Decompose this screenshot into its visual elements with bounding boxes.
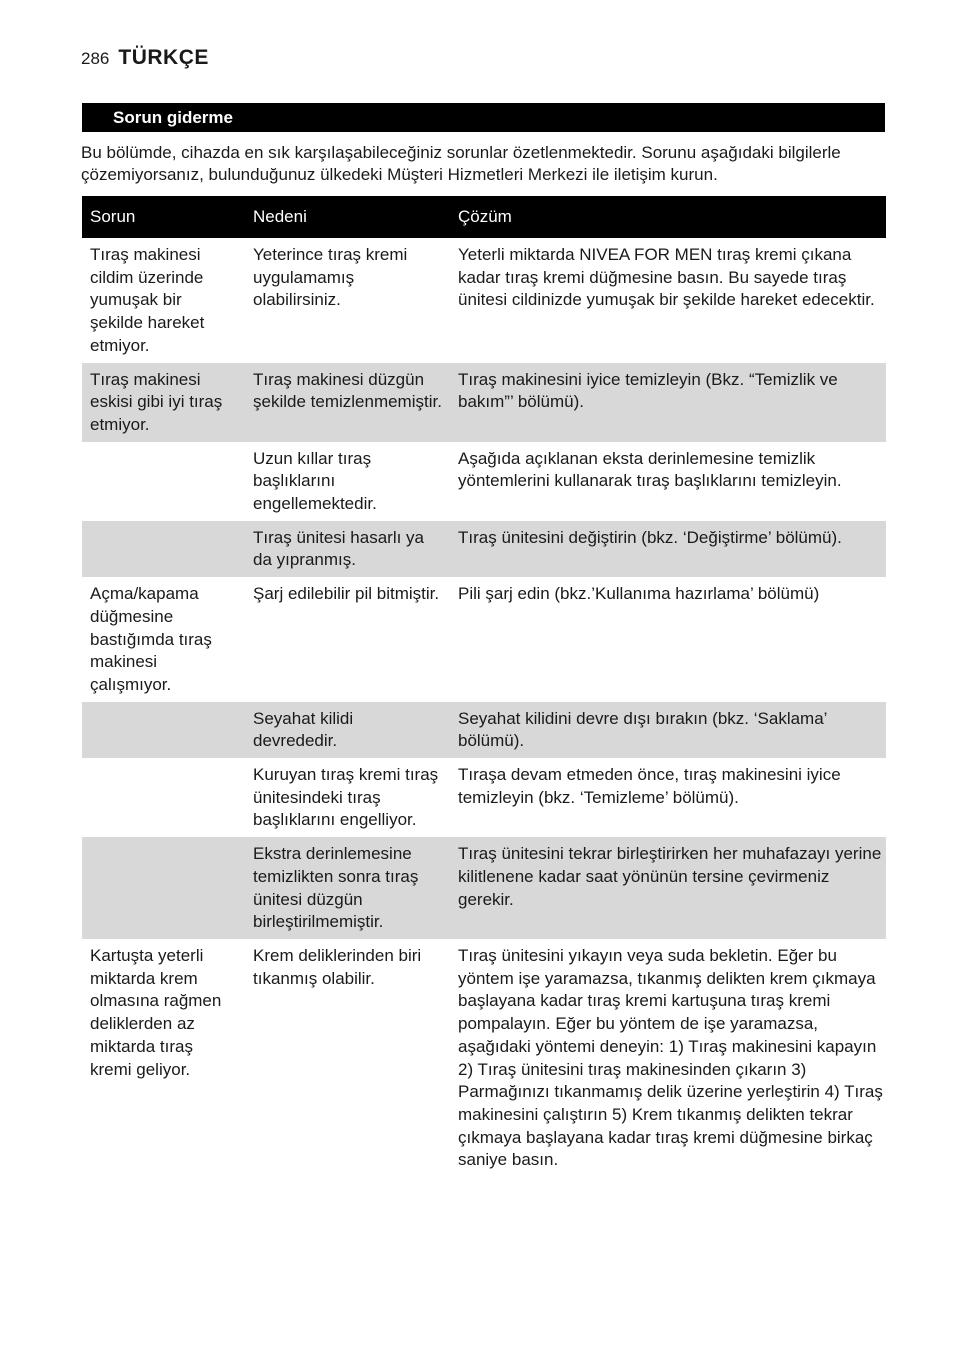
cell-nedeni: Uzun kıllar tıraş başlıklarını engellemektedir. xyxy=(253,448,377,514)
table-row xyxy=(82,939,886,1177)
cell-cozum: Tıraş ünitesini tekrar birleştirirken her muhafazayı yerine kilitlenene kadar saat yönünün tersine çevirmeniz gerekir. xyxy=(450,837,886,939)
cell-nedeni: Tıraş ünitesi hasarlı ya da yıpranmış. xyxy=(245,521,450,577)
table-row xyxy=(82,521,886,577)
cell-nedeni: Şarj edilebilir pil bitmiştir. xyxy=(253,584,440,604)
section-title: Sorun giderme xyxy=(113,108,233,127)
section-header-bar xyxy=(82,103,885,132)
table-row xyxy=(82,758,886,837)
cell-cozum: Pili şarj edin (bkz.’Kullanıma hazırlama’ bölümü) xyxy=(458,584,820,604)
troubleshooting-table xyxy=(82,196,886,1177)
page-number: 286 xyxy=(81,49,110,68)
table-row xyxy=(82,363,886,442)
intro-paragraph: Bu bölümde, cihazda en sık karşılaşabileceğiniz sorunlar özetlenmektedir. Sorunu aşağıdaki bilgilerle çözemiyorsanız, bulunduğunuz ülkedeki Müşteri Hizmetleri Merkezi ile iletişim kurun. xyxy=(81,143,841,184)
cell-cozum: Aşağıda açıklanan eksta derinlemesine temizlik yöntemlerini kullanarak tıraş başlıklarını temizleyin. xyxy=(458,448,842,491)
cell-cozum: Tıraş makinesini iyice temizleyin (Bkz. “Temizlik ve bakım”’ bölümü). xyxy=(450,363,886,442)
column-header-sorun: Sorun xyxy=(82,196,245,238)
cell-nedeni: Ekstra derinlemesine temizlikten sonra tıraş ünitesi düzgün birleştirilmemiştir. xyxy=(245,837,450,939)
cell-nedeni: Yeterince tıraş kremi uygulamamış olabilirsiniz. xyxy=(253,245,408,310)
table-row xyxy=(82,702,886,758)
cell-cozum: Tıraş ünitesini yıkayın veya suda bekletin. Eğer bu yöntem işe yaramazsa, tıkanmış delikten krem çıkmaya başlayana kadar tıraş kremi kartuşuna tıraş kremi pompalayın. Eğer bu yöntem de işe yaramazsa, aşağıdaki yöntemi deneyin: 1) Tıraş makinesini kapayın 2) Tıraş ünitesini tıraş makinesinden çıkarın 3) Parmağınızı tıkanmamış delik üzerine yerleştirin 4) Tıraş makinesini çalıştırın 5) Krem tıkanmış delikten tekrar çıkmaya başlayana kadar tıraş kremi düğmesine birkaç saniye basın. xyxy=(458,945,883,1170)
cell-cozum: Tıraş ünitesini değiştirin (bkz. ‘Değiştirme’ bölümü). xyxy=(450,521,886,577)
cell-cozum: Yeterli miktarda NIVEA FOR MEN tıraş kremi çıkana kadar tıraş kremi düğmesine basın. Bu sayede tıraş ünitesi cildinizde yumuşak bir şekilde hareket edecektir. xyxy=(458,245,875,310)
cell-sorun: Tıraş makinesi cildim üzerinde yumuşak bir şekilde hareket etmiyor. xyxy=(90,245,205,355)
cell-nedeni: Krem deliklerinden biri tıkanmış olabilir. xyxy=(253,945,422,988)
cell-sorun: Açma/kapama düğmesine bastığımda tıraş makinesi çalışmıyor. xyxy=(90,584,212,694)
page-header xyxy=(81,46,209,70)
cell-nedeni: Seyahat kilidi devrededir. xyxy=(245,702,450,758)
cell-sorun xyxy=(82,837,245,939)
cell-nedeni: Tıraş makinesi düzgün şekilde temizlenmemiştir. xyxy=(245,363,450,442)
column-header-nedeni: Nedeni xyxy=(245,196,450,238)
cell-sorun xyxy=(82,702,245,758)
cell-nedeni: Kuruyan tıraş kremi tıraş ünitesindeki tıraş başlıklarını engelliyor. xyxy=(253,765,439,830)
table-header-row xyxy=(82,196,886,238)
column-header-cozum: Çözüm xyxy=(450,196,886,238)
cell-sorun: Kartuşta yeterli miktarda krem olmasına rağmen deliklerden az miktarda tıraş kremi geliyor. xyxy=(90,945,222,1079)
cell-sorun: Tıraş makinesi eskisi gibi iyi tıraş etmiyor. xyxy=(82,363,245,442)
cell-cozum: Tıraşa devam etmeden önce, tıraş makinesini iyice temizleyin (bkz. ‘Temizleme’ bölümü). xyxy=(458,765,841,807)
table-row xyxy=(82,577,886,702)
cell-sorun xyxy=(82,521,245,577)
cell-sorun xyxy=(82,442,245,521)
cell-sorun xyxy=(82,758,245,837)
table-row xyxy=(82,238,886,363)
table-row xyxy=(82,837,886,939)
cell-cozum: Seyahat kilidini devre dışı bırakın (bkz. ‘Saklama’ bölümü). xyxy=(450,702,886,758)
table-row xyxy=(82,442,886,521)
language-title: TÜRKÇE xyxy=(118,46,209,69)
